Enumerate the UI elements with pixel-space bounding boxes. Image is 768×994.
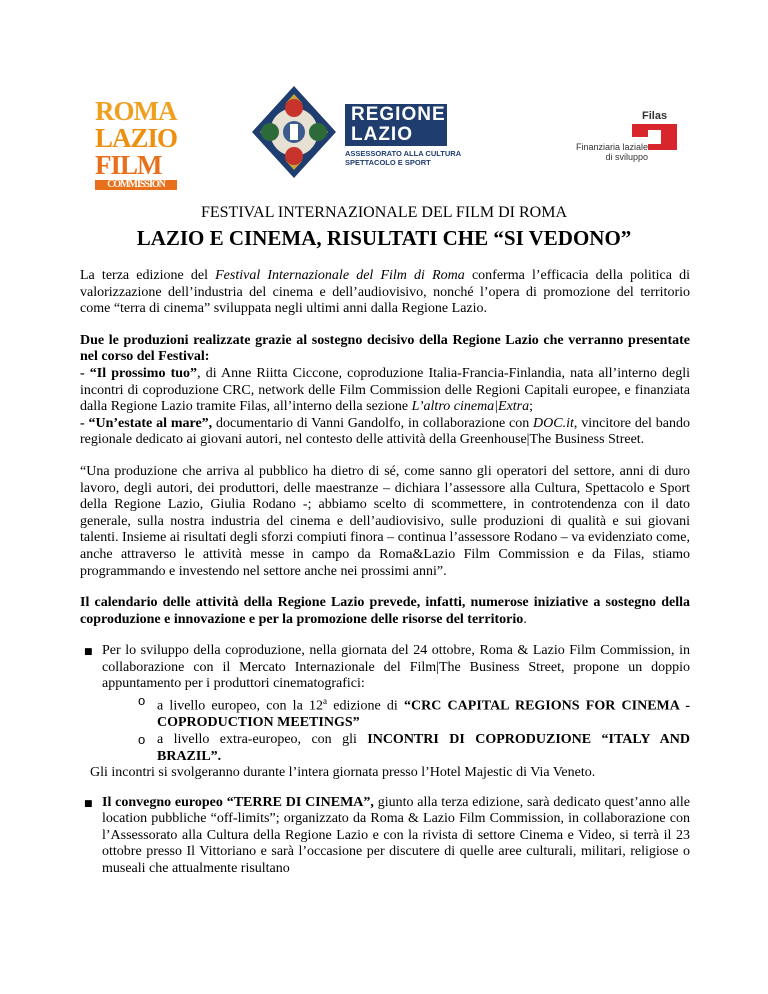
film1-section: L’altro cinema|Extra [411, 399, 530, 415]
logo-text-lazio: LAZIO [95, 123, 178, 153]
assessorato-label [345, 149, 461, 167]
regione-lazio-wordmark [345, 104, 447, 146]
filas-sub-line2: di sviluppo [605, 152, 648, 162]
logo-text-film: FILM [95, 150, 162, 180]
list-item: ■ Per lo sviluppo della coproduzione, nella giornata del 24 ottobre, Roma & Lazio Film Commission, in collaborazione con il Mercato Internazionale del Film|The Business Street, propone un doppio appuntamento per i produttori cinematografici: o a livello europeo, con la 12$^a$ edizione di “CRC CAPITAL REGIONS FOR CINEMA - COPRODUCTION MEETINGS” o a livello extra-europeo, con gli INCONTRI DI COPRODUZIONE “ITALY AND BRAZIL”. Gli incontri si svolgeranno durante l’intera giornata presso l’Hotel Majestic di Via Veneto. [80, 643, 690, 781]
article-body [80, 268, 690, 891]
regione-lazio-emblem-icon [246, 84, 342, 180]
filas-subtitle [568, 142, 648, 162]
assessorato-line1: ASSESSORATO ALLA CULTURA [345, 149, 462, 158]
paragraph-calendar: Il calendario delle attività della Regione Lazio prevede, infatti, numerose iniziative a sostegno della coproduzione e innovazione e per la promozione delle risorse del territorio. [80, 595, 690, 627]
kicker: FESTIVAL INTERNAZIONALE DEL FILM DI ROMA [200, 204, 568, 221]
roma-lazio-film-commission-logo [95, 96, 178, 190]
filas-sub-line1: Finanziaria laziale [575, 142, 648, 152]
film1-title: - “Il prossimo tuo” [80, 365, 198, 381]
logo-text-commission: COMMISSION [95, 180, 177, 190]
logo-text-roma: ROMA [95, 96, 177, 126]
productions-intro: Due le produzioni realizzate grazie al sostegno decisivo della Regione Lazio che verranno presentate nel corso del Festival: [80, 332, 690, 365]
activities-list [80, 643, 690, 877]
film2-partner: DOC.it [533, 415, 574, 431]
sub-list [102, 693, 690, 765]
filas-name: Filas [642, 110, 668, 122]
list-item: ■ Il convegno europeo “TERRE DI CINEMA”, giunto alla terza edizione, sarà dedicato quest’anno alle location pubbliche “off-limits”; organizzato da Roma & Lazio Film Commission, in collaborazione con l’Assessorato alla Cultura della Regione Lazio e con la rivista di settore Cinema e Video, si terrà il 23 ottobre presso Il Vittoriano e sarà l’occasione per discutere di quelle aree culturali, militari, religiose o museali che attualmente risultano [80, 795, 690, 878]
regione-word: REGIONE [351, 104, 446, 125]
assessorato-line2: SPETTACOLO E SPORT [345, 158, 431, 167]
headline: LAZIO E CINEMA, RISULTATI CHE “SI VEDONO” [136, 226, 632, 250]
sub-list-item: o a livello europeo, con la 12$^a$ edizione di “CRC CAPITAL REGIONS FOR CINEMA - COPRODUCTION MEETINGS” [102, 693, 690, 732]
paragraph-productions: Due le produzioni realizzate grazie al sostegno decisivo della Regione Lazio che verranno presentate nel corso del Festival: - “Il prossimo tuo”, di Anne Riitta Ciccone, coproduzione Italia-Francia-Finlandia, nata all’interno degli incontri di coproduzione CRC, network delle Film Commission delle Regioni Capitali europee, e finanziata dalla Regione Lazio tramite Filas, all’interno della sezione L’altro cinema|Extra; - “Un’estate al mare”, documentario di Vanni Gandolfo, in collaborazione con DOC.it, vincitore del bando regionale dedicato ai giovani autori, nel contesto delle attività della Greenhouse|The Business Street. [80, 332, 690, 448]
paragraph-quote: “Una produzione che arriva al pubblico ha dietro di sé, come sanno gli operatori del settore, anni di duro lavoro, degli autori, dei produttori, delle maestranze – dichiara l’assessore alla Cultura, Spettacolo e Sport della Regione Lazio, Giulia Rodano -; abbiamo scelto di scommettere, in controtendenza con il dato generale, sulla nostra industria del cinema e dell’audiovisivo, sulle produzioni di qualità e sui giovani talenti. Insieme ai risultati degli sforzi compiuti finora – continua l’assessore Rodano – va evidenziato come, anche attraverso le attività messe in campo da Roma&Lazio Film Commission e da Filas, stiamo programmando e investendo nel settore anche nei prossimi anni”. [80, 463, 690, 579]
regione-lazio-logo [345, 104, 461, 167]
sub-list-item: o a livello extra-europeo, con gli INCONTRI DI COPRODUZIONE “ITALY AND BRAZIL”. [102, 732, 690, 765]
bullet1-closing: Gli incontri si svolgeranno durante l’intera giornata presso l’Hotel Majestic di Via Veneto. [90, 765, 596, 781]
festival-name: Festival Internazionale del Film di Roma [215, 268, 465, 283]
paragraph-intro: La terza edizione del Festival Internazionale del Film di Roma conferma l’efficacia della politica di valorizzazione dell’industria del cinema e dell’audiovisivo, nonché l’opera di promozione del territorio come “terra di cinema” sviluppata negli ultimi anni dalla Regione Lazio. [80, 268, 690, 317]
lazio-word: LAZIO [351, 124, 413, 145]
film2-title: - “Un’estate al mare”, [80, 415, 213, 431]
